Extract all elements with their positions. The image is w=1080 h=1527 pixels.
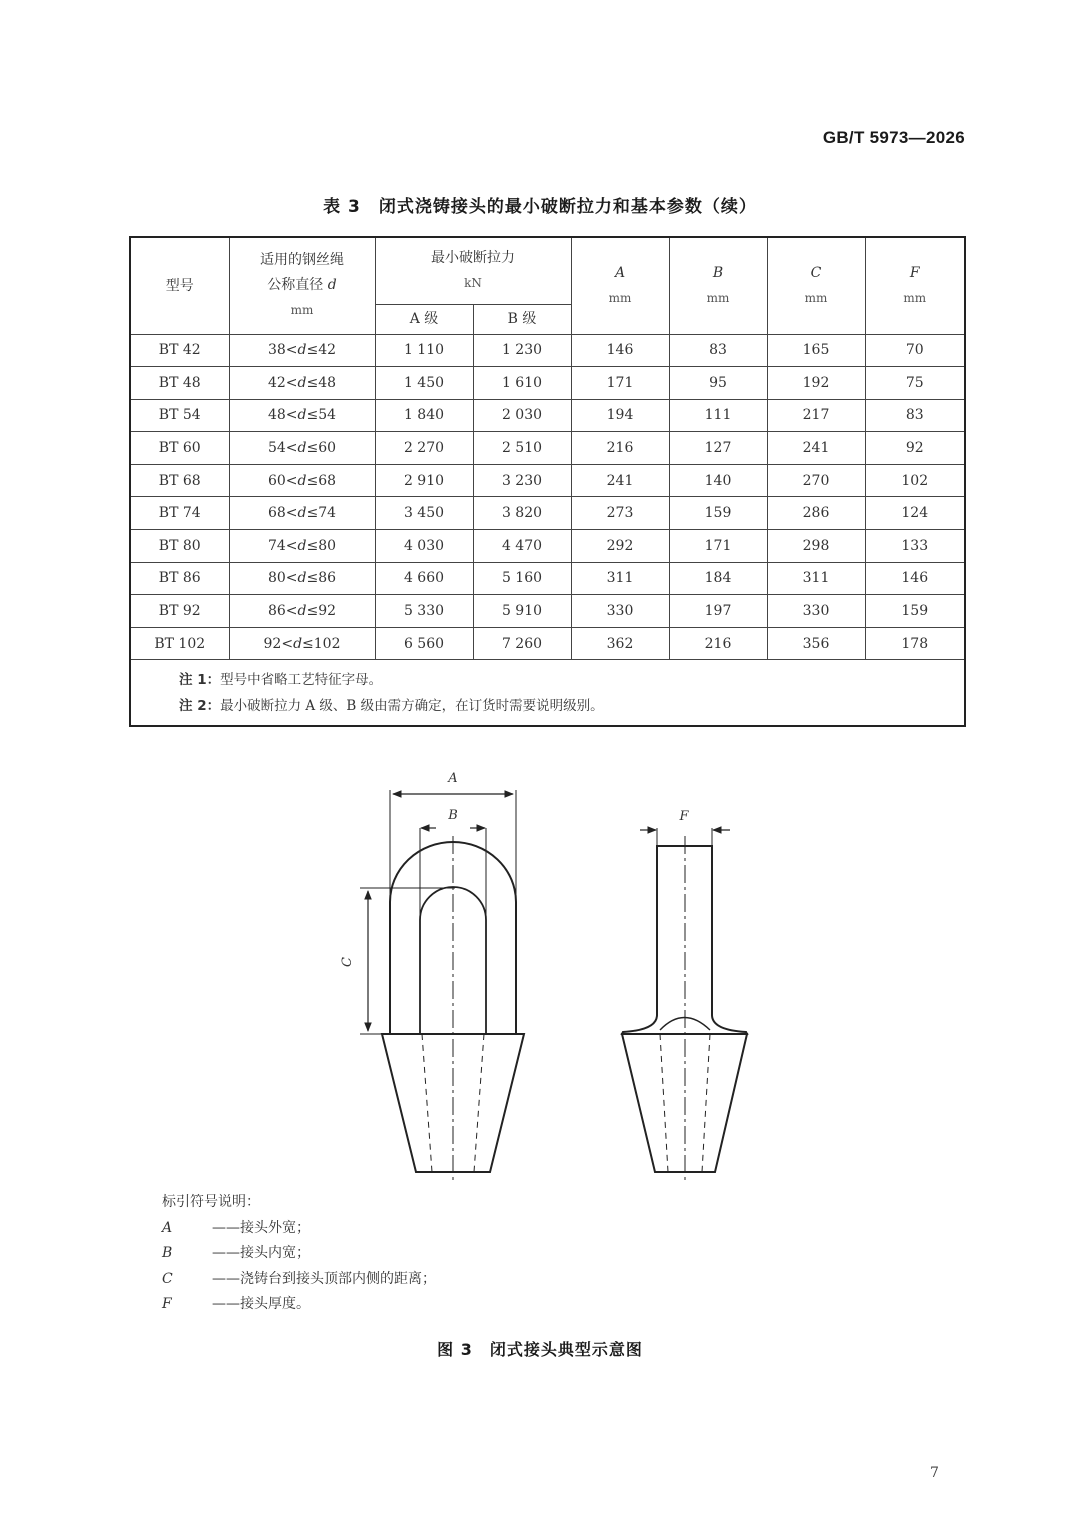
cell-diameter-range: 92<d≤102 bbox=[229, 627, 375, 660]
cell-b: 159 bbox=[669, 497, 767, 530]
legend-title: 标引符号说明： bbox=[162, 1194, 260, 1210]
cell-grade-a: 2 910 bbox=[375, 464, 473, 497]
parameter-table bbox=[129, 236, 966, 727]
note-2: 注 2：最小破断拉力 A 级、B 级由需方确定，在订货时需要说明级别。 bbox=[179, 698, 604, 715]
cell-b: 95 bbox=[669, 367, 767, 400]
cell-model: BT 42 bbox=[130, 334, 229, 367]
cell-grade-b: 7 260 bbox=[473, 627, 571, 660]
table-row bbox=[130, 627, 965, 660]
table-row bbox=[130, 432, 965, 465]
cell-c: 217 bbox=[767, 399, 865, 432]
cell-grade-b: 4 470 bbox=[473, 530, 571, 563]
cell-grade-b: 5 160 bbox=[473, 562, 571, 595]
cell-b: 216 bbox=[669, 627, 767, 660]
legend-item: F ——接头厚度。 bbox=[162, 1296, 310, 1312]
cell-b: 111 bbox=[669, 399, 767, 432]
cell-diameter-range: 80<d≤86 bbox=[229, 562, 375, 595]
cell-f: 75 bbox=[865, 367, 965, 400]
cell-a: 194 bbox=[571, 399, 669, 432]
header-model: 型号 bbox=[130, 237, 229, 334]
table-row bbox=[130, 367, 965, 400]
cell-c: 311 bbox=[767, 562, 865, 595]
cell-a: 362 bbox=[571, 627, 669, 660]
header-grade-b: B 级 bbox=[473, 304, 571, 334]
cell-grade-a: 2 270 bbox=[375, 432, 473, 465]
table-row bbox=[130, 530, 965, 563]
cell-model: BT 86 bbox=[130, 562, 229, 595]
dim-label-b: B bbox=[448, 808, 458, 823]
cell-a: 241 bbox=[571, 464, 669, 497]
cell-model: BT 80 bbox=[130, 530, 229, 563]
header-min-breaking-force: 最小破断拉力 kN bbox=[375, 237, 571, 304]
table-row bbox=[130, 497, 965, 530]
cell-diameter-range: 86<d≤92 bbox=[229, 595, 375, 628]
dim-label-f: F bbox=[679, 809, 689, 824]
cell-a: 292 bbox=[571, 530, 669, 563]
table-title: 表 3 闭式浇铸接头的最小破断拉力和基本参数（续） bbox=[323, 197, 757, 217]
cell-a: 330 bbox=[571, 595, 669, 628]
cell-grade-a: 1 840 bbox=[375, 399, 473, 432]
cell-c: 241 bbox=[767, 432, 865, 465]
figure-legend bbox=[162, 1190, 436, 1318]
cell-c: 298 bbox=[767, 530, 865, 563]
cell-diameter-range: 60<d≤68 bbox=[229, 464, 375, 497]
cell-c: 270 bbox=[767, 464, 865, 497]
header-col-a: A mm bbox=[571, 237, 669, 334]
closed-socket-diagram bbox=[0, 760, 1080, 1190]
table-row bbox=[130, 595, 965, 628]
cell-b: 171 bbox=[669, 530, 767, 563]
note-1: 注 1：型号中省略工艺特征字母。 bbox=[179, 672, 383, 689]
cell-c: 356 bbox=[767, 627, 865, 660]
header-col-c: C mm bbox=[767, 237, 865, 334]
cell-grade-b: 3 820 bbox=[473, 497, 571, 530]
front-view bbox=[360, 790, 524, 1182]
cell-grade-a: 6 560 bbox=[375, 627, 473, 660]
cell-b: 184 bbox=[669, 562, 767, 595]
cell-grade-a: 1 110 bbox=[375, 334, 473, 367]
cell-diameter-range: 68<d≤74 bbox=[229, 497, 375, 530]
table-row bbox=[130, 334, 965, 367]
page-number: 7 bbox=[930, 1465, 939, 1481]
header-diameter: 适用的钢丝绳 公称直径 d mm bbox=[229, 237, 375, 334]
cell-a: 171 bbox=[571, 367, 669, 400]
cell-model: BT 60 bbox=[130, 432, 229, 465]
cell-a: 273 bbox=[571, 497, 669, 530]
cell-c: 330 bbox=[767, 595, 865, 628]
cell-grade-b: 2 510 bbox=[473, 432, 571, 465]
table-row bbox=[130, 464, 965, 497]
cell-model: BT 68 bbox=[130, 464, 229, 497]
cell-grade-a: 3 450 bbox=[375, 497, 473, 530]
cell-a: 311 bbox=[571, 562, 669, 595]
cell-f: 178 bbox=[865, 627, 965, 660]
cell-c: 165 bbox=[767, 334, 865, 367]
cell-diameter-range: 38<d≤42 bbox=[229, 334, 375, 367]
cell-f: 124 bbox=[865, 497, 965, 530]
table-notes bbox=[130, 660, 965, 727]
cell-c: 192 bbox=[767, 367, 865, 400]
cell-diameter-range: 48<d≤54 bbox=[229, 399, 375, 432]
cell-model: BT 54 bbox=[130, 399, 229, 432]
cell-a: 216 bbox=[571, 432, 669, 465]
cell-grade-b: 3 230 bbox=[473, 464, 571, 497]
standard-number: GB/T 5973—2026 bbox=[822, 128, 965, 147]
cell-grade-b: 1 230 bbox=[473, 334, 571, 367]
cell-f: 146 bbox=[865, 562, 965, 595]
cell-diameter-range: 74<d≤80 bbox=[229, 530, 375, 563]
header-col-f: F mm bbox=[865, 237, 965, 334]
cell-grade-b: 2 030 bbox=[473, 399, 571, 432]
header-col-b: B mm bbox=[669, 237, 767, 334]
cell-grade-a: 1 450 bbox=[375, 367, 473, 400]
cell-grade-a: 5 330 bbox=[375, 595, 473, 628]
cell-f: 159 bbox=[865, 595, 965, 628]
cell-model: BT 102 bbox=[130, 627, 229, 660]
cell-b: 83 bbox=[669, 334, 767, 367]
cell-f: 102 bbox=[865, 464, 965, 497]
dim-label-a: A bbox=[448, 771, 458, 786]
cell-model: BT 74 bbox=[130, 497, 229, 530]
cell-model: BT 48 bbox=[130, 367, 229, 400]
cell-diameter-range: 54<d≤60 bbox=[229, 432, 375, 465]
cell-f: 70 bbox=[865, 334, 965, 367]
legend-item: C ——浇铸台到接头顶部内侧的距离； bbox=[162, 1270, 436, 1287]
cell-model: BT 92 bbox=[130, 595, 229, 628]
dim-label-c: C bbox=[340, 957, 355, 967]
cell-f: 133 bbox=[865, 530, 965, 563]
cell-f: 92 bbox=[865, 432, 965, 465]
table-row bbox=[130, 562, 965, 595]
cell-b: 140 bbox=[669, 464, 767, 497]
side-view bbox=[622, 828, 747, 1182]
legend-item: B ——接头内宽； bbox=[162, 1245, 310, 1261]
cell-c: 286 bbox=[767, 497, 865, 530]
figure-caption: 图 3 闭式接头典型示意图 bbox=[437, 1340, 643, 1359]
table-row bbox=[130, 399, 965, 432]
legend-item: A ——接头外宽； bbox=[162, 1219, 310, 1236]
header-grade-a: A 级 bbox=[375, 304, 473, 334]
cell-a: 146 bbox=[571, 334, 669, 367]
cell-b: 127 bbox=[669, 432, 767, 465]
cell-b: 197 bbox=[669, 595, 767, 628]
cell-diameter-range: 42<d≤48 bbox=[229, 367, 375, 400]
cell-grade-a: 4 030 bbox=[375, 530, 473, 563]
cell-grade-a: 4 660 bbox=[375, 562, 473, 595]
cell-grade-b: 5 910 bbox=[473, 595, 571, 628]
cell-f: 83 bbox=[865, 399, 965, 432]
cell-grade-b: 1 610 bbox=[473, 367, 571, 400]
